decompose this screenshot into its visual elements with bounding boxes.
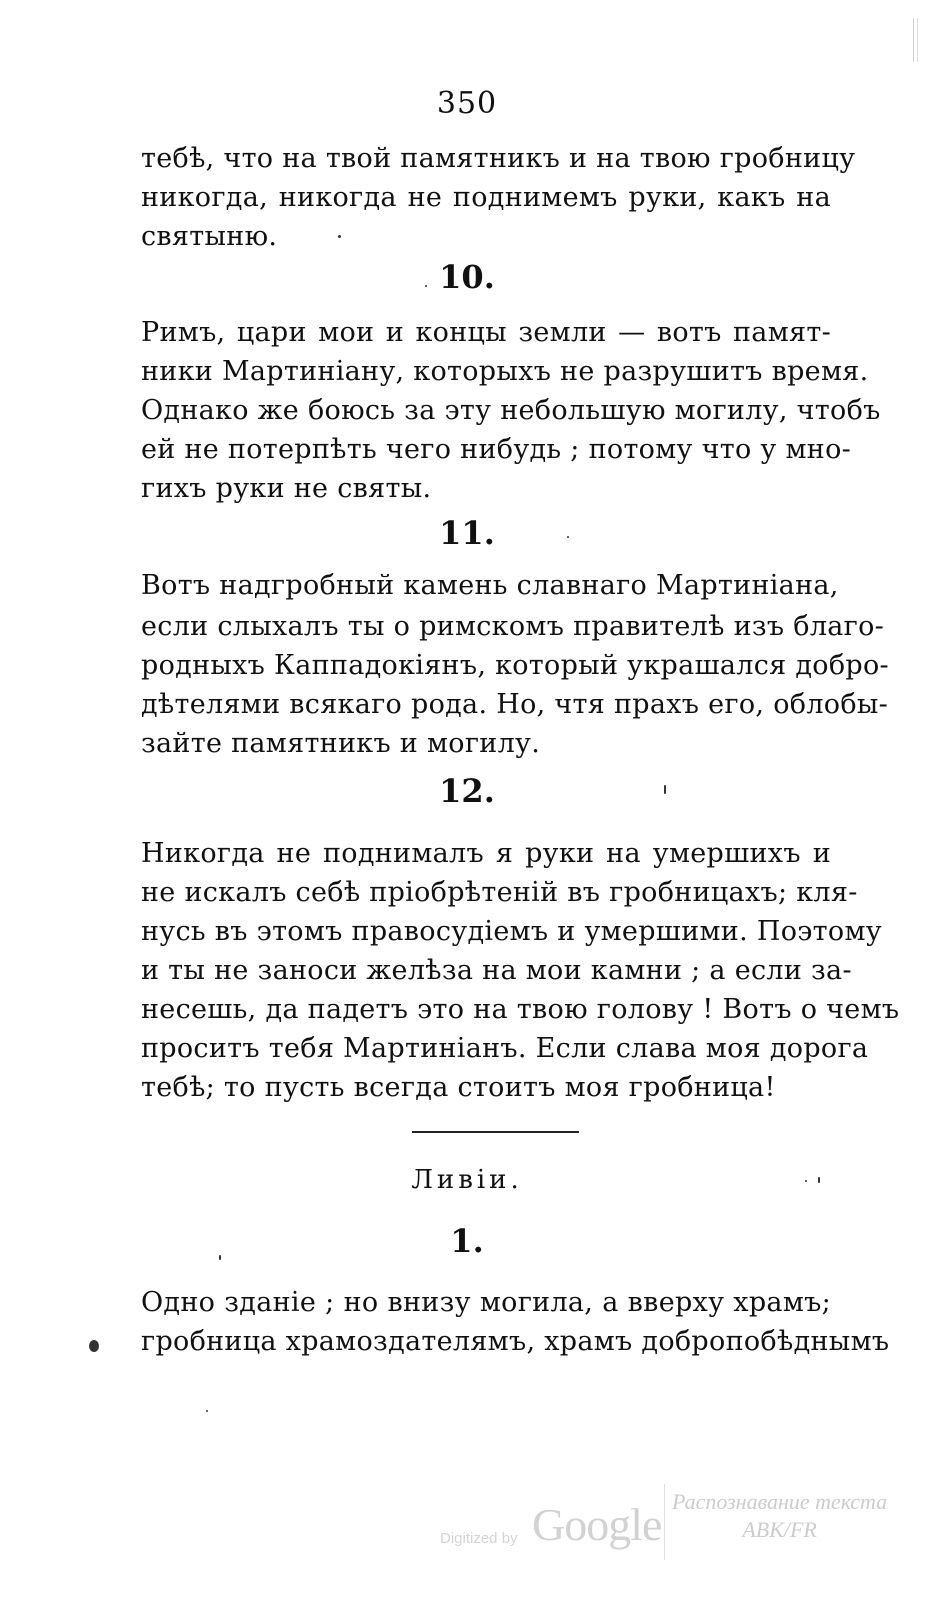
scan-speck [805,1180,807,1182]
scan-speck [567,536,569,538]
scan-speck [206,1410,208,1412]
text-line: тебѣ, что на твой памятникъ и на твою гробницу [141,143,856,174]
text-line: Одно зданіе ; но внизу могила, а вверху храмъ; [141,1287,831,1318]
scan-speck [89,1340,99,1352]
digitization-watermark [440,1460,910,1580]
text-line: дѣтелями всякаго рода. Но, чтя прахъ его, облобы- [141,689,889,720]
text-line: ники Мартиніану, которыхъ не разрушитъ время. [141,356,869,387]
text-line: родныхъ Каппадокіянъ, который украшался добро- [141,650,889,681]
watermark-digitized-text: Digitized by [440,1530,518,1547]
text-line: гихъ руки не святы. [141,473,432,504]
section-divider [412,1131,579,1133]
watermark-ocr-text [672,1488,887,1544]
page-number: 350 [436,86,498,121]
text-line: Однако же боюсь за эту небольшую могилу, чтобъ [141,395,881,426]
scan-edge-mark [913,18,918,62]
text-line: если слыхалъ ты о римскомъ правителѣ изъ благо- [141,611,885,642]
text-line: проситъ тебя Мартиніанъ. Если слава моя дорога [141,1033,869,1064]
text-line: гробница храмоздателямъ, храмъ добропобѣднымъ [141,1326,890,1357]
text-line: тебѣ; то пусть всегда стоитъ моя гробница! [141,1072,776,1103]
watermark-ocr-line: Распознавание текста [672,1489,888,1514]
section-number: 10. [439,258,495,296]
google-logo: Google [532,1499,662,1550]
text-line: не искалъ себѣ пріобрѣтеній въ гробницахъ; кля- [141,877,858,908]
text-line: святыню. [141,221,278,252]
text-line: зайте памятникъ и могилу. [141,728,541,759]
text-line: несешь, да падетъ это на твою голову ! Вотъ о чемъ [141,994,900,1025]
scan-speck [818,1177,820,1183]
scan-speck [425,285,427,287]
section-heading: Ливіи. [411,1165,523,1195]
text-line: нусь въ этомъ правосудіемъ и умершими. Поэтому [141,916,882,947]
section-number: 1. [450,1222,484,1260]
scan-speck [338,235,341,238]
scan-speck [219,1255,221,1260]
scan-speck [664,785,666,794]
watermark-ocr-line: ABK/FR [742,1517,817,1542]
section-number: 11. [439,514,495,552]
text-line: и ты не заноси желѣза на мои камни ; а если за- [141,955,852,986]
text-line: Никогда не поднималъ я руки на умершихъ и [141,838,831,869]
section-number: 12. [439,772,495,810]
text-line: Римъ, цари мои и концы земли — вотъ памят- [141,317,831,348]
text-line: ей не потерпѣть чего нибудь ; потому что у мно- [141,434,852,465]
watermark-separator [664,1484,665,1560]
text-line: Вотъ надгробный камень славнаго Мартиніана, [141,570,839,601]
text-line: никогда, никогда не поднимемъ руки, какъ на [141,182,831,213]
